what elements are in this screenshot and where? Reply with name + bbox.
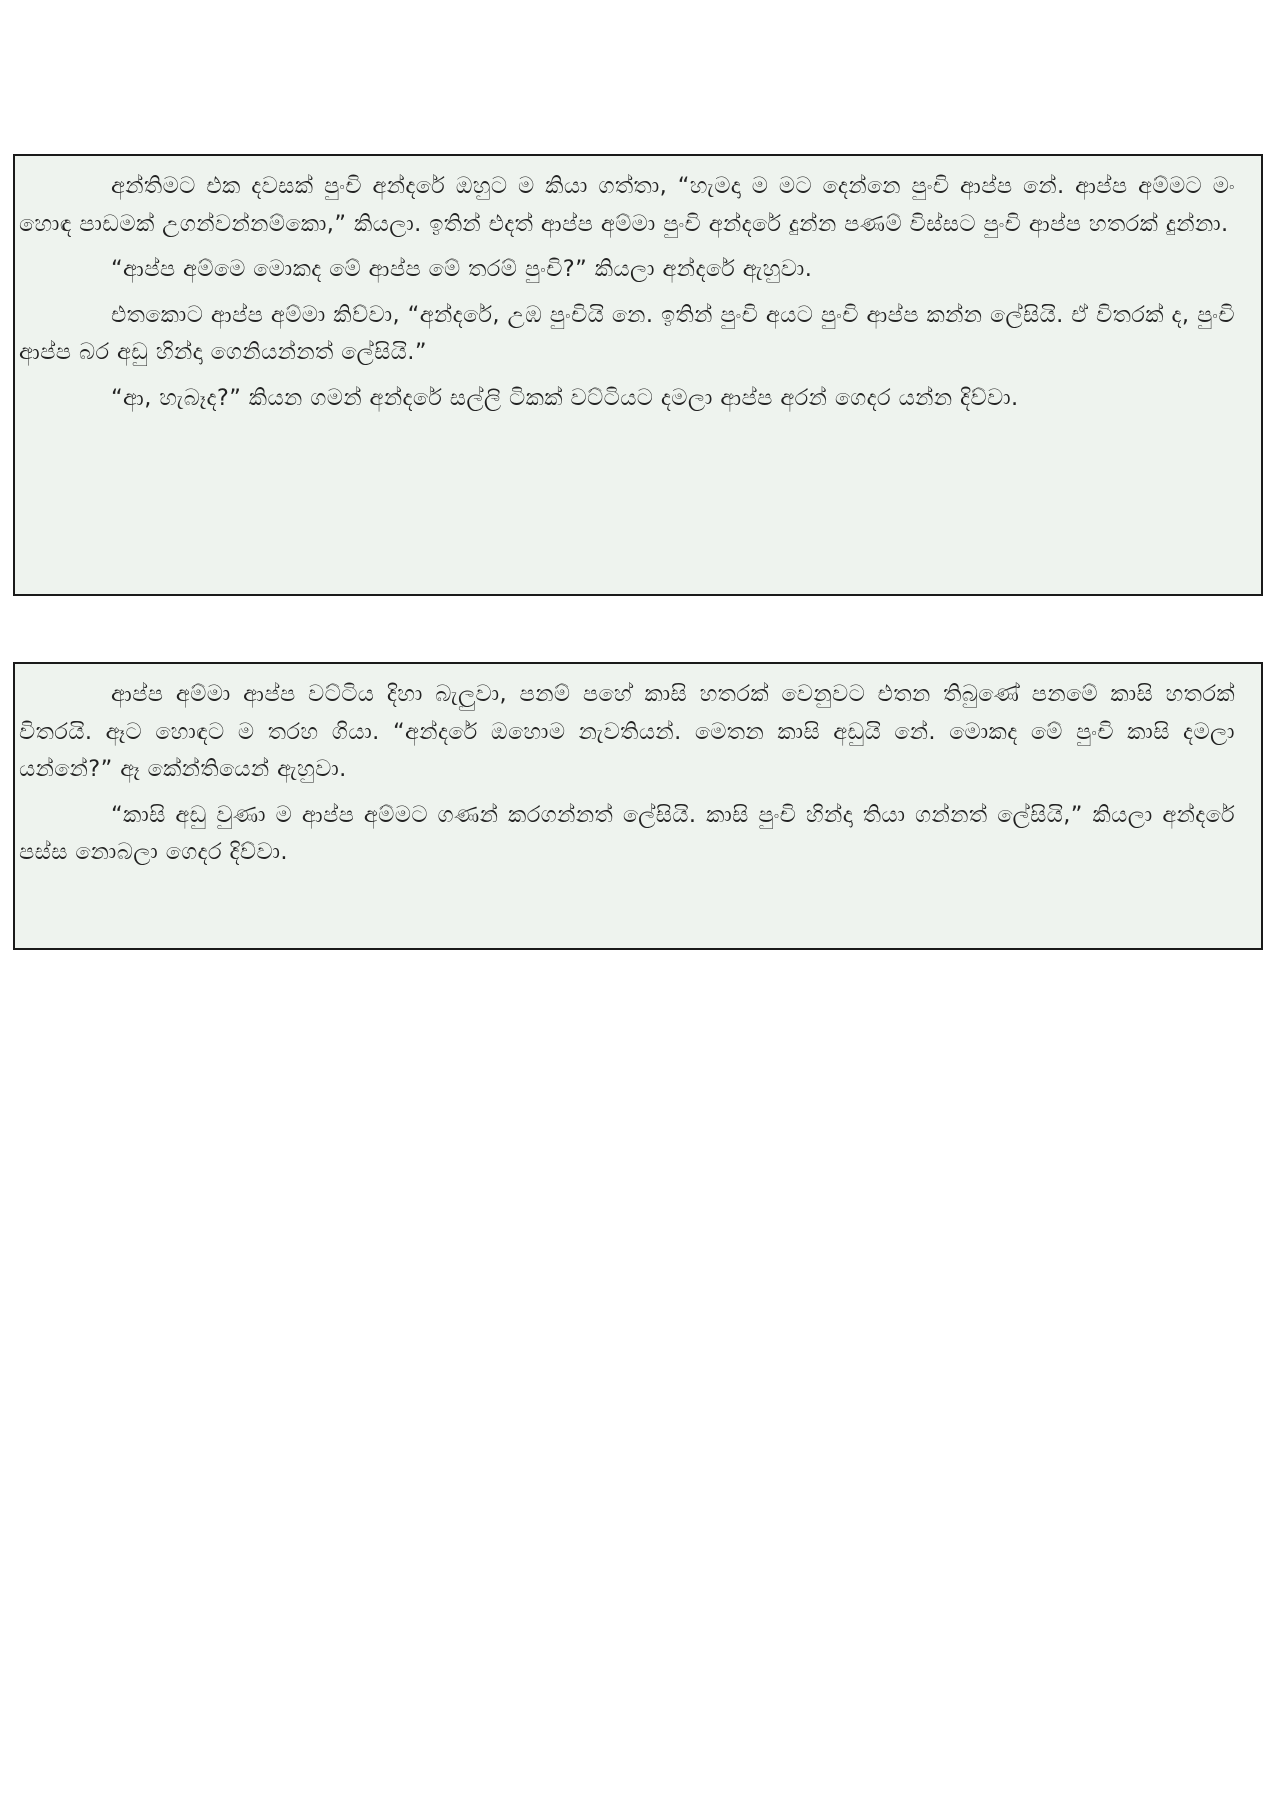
paragraph: ආප්ප අම්මා ආප්ප වට්ටිය දිහා බැලුවා, පනම් පහේ කාසි හතරක් වෙනුවට එතන තිබුණේ පනමේ කාසි හතරක් විතරයි. ඈට හොඳට ම තරහ ගියා. “අන්දරේ ඔහොම නැවතියන්. මෙතන කාසි අඩුයි නේ. මොකද මේ පුංචි කාසි දමලා යන්නේ?” ඈ කේන්තියෙන් ඇහුවා. — [19, 681, 1235, 782]
paragraph: එතකොට ආප්ප අම්මා කිව්වා, “අන්දරේ, උඹ පුංචියි නෙ. ඉතින් පුංචි අයට පුංචි ආප්ප කන්න ලේසියි. ඒ විතරක් ද, පුංචි ආප්ප බර අඩු හින්දා ගෙනියන්නත් ලේසියි.” — [19, 301, 1235, 365]
paragraph: “ආප්ප අම්මෙ මොකද මේ ආප්ප මේ තරම් පුංචි?” කියලා අන්දරේ ඇහුවා. — [111, 256, 813, 282]
story-passage-1 — [13, 154, 1263, 596]
story-passage-2 — [13, 662, 1263, 950]
paragraph: අන්තිමට එක දවසක් පුංචි අන්දරේ ඔහුට ම කියා ගත්තා, “හැමදා ම මට දෙන්නෙ පුංචි ආප්ප නේ. ආප්ප අම්මට මං හොඳ පාඩමක් උගන්වන්නම්කො,” කියලා. ඉතින් එදත් ආප්ප අම්මා පුංචි අන්දරේ දුන්න පණම් විස්සට පුංචි ආප්ප හතරක් දුන්නා. — [19, 173, 1235, 237]
paragraph: “කාසි අඩු වුණා ම ආප්ප අම්මට ගණන් කරගන්නත් ලේසියි. කාසි පුංචි හින්දා තියා ගන්නත් ලේසියි,” කියලා අන්දරේ පස්ස නොබලා ගෙදර දිව්වා. — [19, 801, 1235, 865]
paragraph: “ආ, හැබෑද?” කියන ගමන් අන්දරේ සල්ලි ටිකක් වට්ටියට දමලා ආප්ප අරන් ගෙදර යන්න දිව්වා. — [111, 384, 1019, 411]
